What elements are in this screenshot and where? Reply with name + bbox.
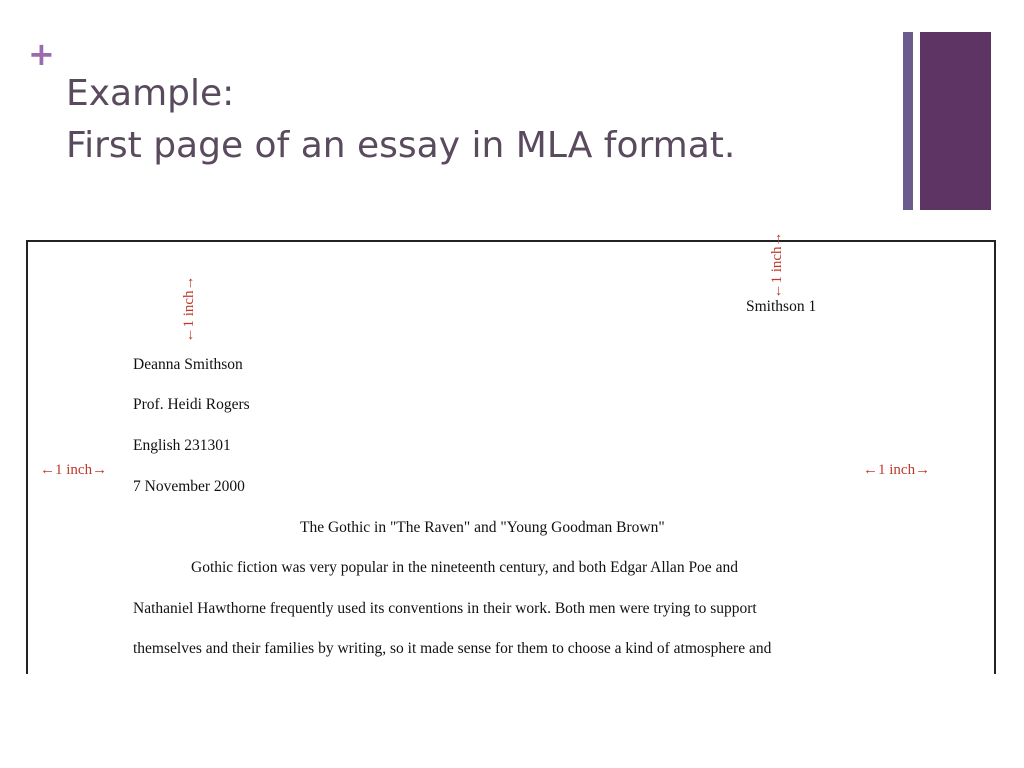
plus-bullet-icon: + [28,35,55,73]
heading-date: 7 November 2000 [133,478,245,495]
heading-course: English 231301 [133,437,231,454]
running-header: Smithson 1 [746,298,817,315]
body-line-2: Nathaniel Hawthorne frequently used its conventions in their work. Both men were trying to support [133,600,757,617]
accent-bar-thick [920,32,991,210]
accent-bar-thin [903,32,913,210]
left-margin-note: ←1 inch→ [40,462,108,478]
essay-title: The Gothic in "The Raven" and "Young Goodman Brown" [300,519,665,536]
slide-title-line-1: Example: [66,73,235,114]
right-margin-note: ←1 inch→ [863,462,931,478]
top-margin-note-header: ←1 inch→ [769,231,785,299]
slide-title-line-2: First page of an essay in MLA format. [66,125,736,166]
mla-document-example [26,231,996,674]
body-line-1: Gothic fiction was very popular in the nineteenth century, and both Edgar Allan Poe and [191,559,738,576]
body-line-3: themselves and their families by writing, so it made sense for them to choose a kind of atmosphere and [133,640,772,657]
slide-title [66,68,735,172]
top-margin-note-left: ←1 inch→ [181,275,197,343]
heading-instructor: Prof. Heidi Rogers [133,396,250,413]
heading-student-name: Deanna Smithson [133,356,243,373]
